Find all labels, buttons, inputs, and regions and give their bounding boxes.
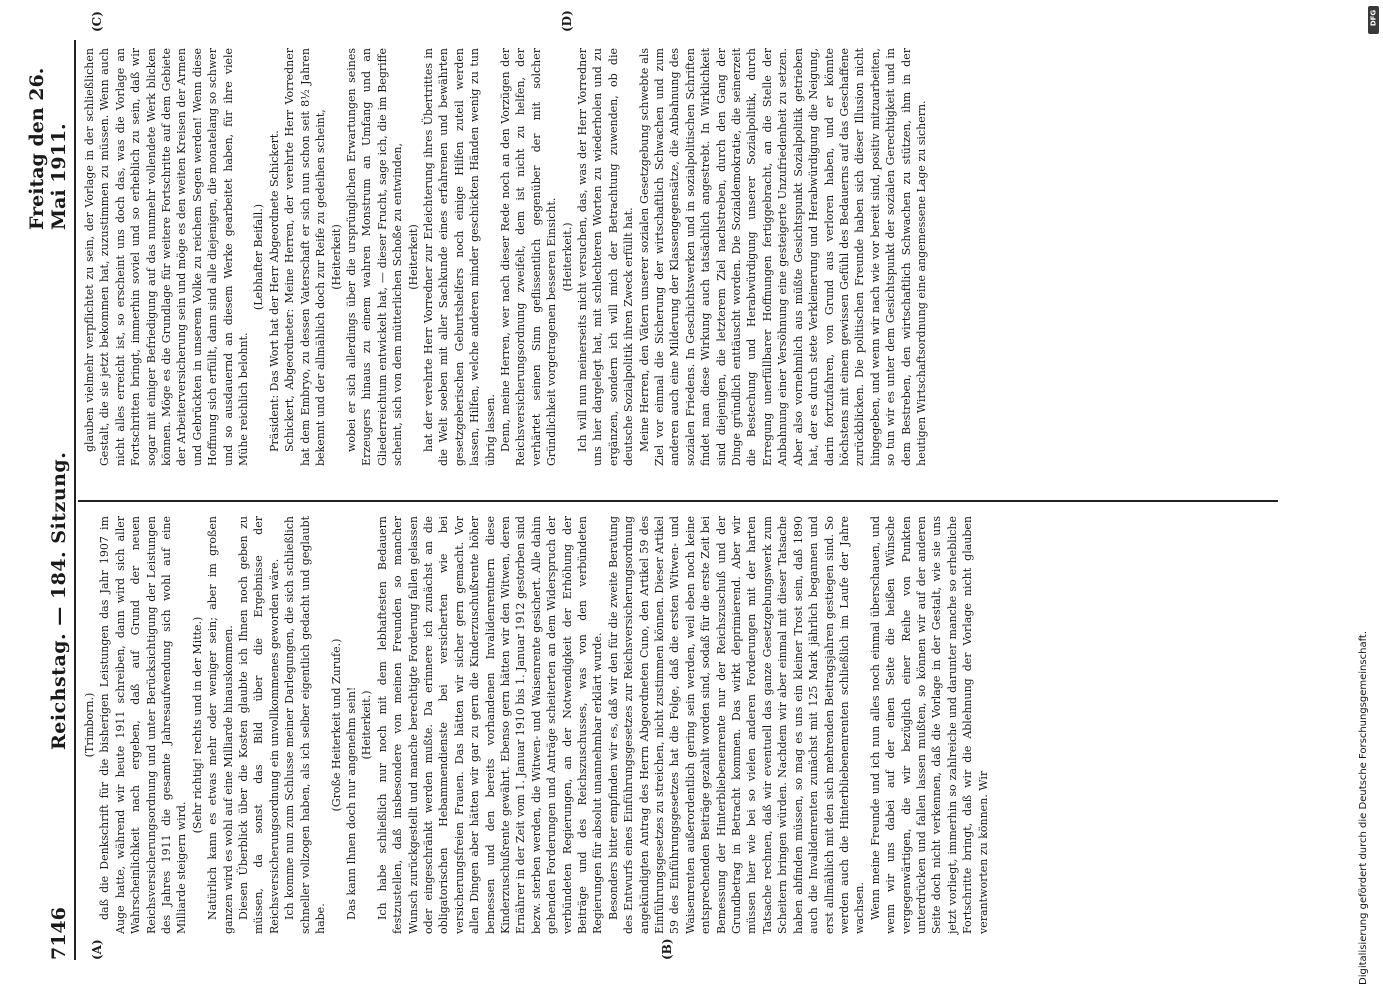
margin-marker-b: (B) bbox=[660, 938, 674, 960]
paragraph: Denn, meine Herren, wer nach dieser Rede noch an den Vorzügen der Reichsversicherungsordnung zweifelt, dem ist nicht zu helfen, der verhärtet seinen Sinn geflissentlich gegenüber der mit solcher Gründlichkeit vorgetragenen besseren Einsicht. bbox=[498, 48, 559, 466]
left-column bbox=[82, 516, 991, 934]
paragraph: Diesen Überblick über die Kosten glaubte ich Ihnen noch geben zu müssen, da sonst das Bild über die Ergebnisse der Reichsversicherungsordnung ein unvollkommenes geworden wäre. bbox=[237, 516, 281, 934]
paragraph: (Lebhafter Beifall.) bbox=[252, 203, 266, 311]
margin-marker-d: (D) bbox=[560, 10, 574, 32]
paragraph: glauben vielmehr verpflichtet zu sein, der Vorlage in der schließlichen Gestalt, die sie jetzt bekommen hat, zuzustimmen zu müssen. Wenn auch nicht alles erreicht ist, so erscheint uns doch das, was die Vorlage an Fortschritten bringt, immerhin soviel und so erheblich zu sein, daß wir sogar mit einiger Befriedigung auf das nunmehr vollendete Werk blicken können. Möge es die Grundlage für weitere Fortschritte auf dem Gebiete der Arbeiterversicherung sein und möge es den weiten Kreisen der Armen und Gebrückten in unserem Volke zu reichem Segen werden! Wenn diese Hoffnung sich erfüllt, dann sind alle diejenigen, die monatelang so schwer und so ausdauernd an diesem Werke gearbeitet haben, für ihre viele Mühe reichlich belohnt. bbox=[83, 48, 251, 466]
column-divider bbox=[78, 500, 1278, 502]
paragraph: Das kann Ihnen doch nur angenehm sein! bbox=[344, 686, 358, 920]
margin-marker-c: (C) bbox=[90, 11, 104, 32]
paragraph: Ich will nun meinerseits nicht versuchen, das, was der Herr Vorredner uns hier dargelegt hat, mit schlechteren Worten zu wiederholen und zu ergänzen, sondern ich will mich der Betrachtung zuwenden, ob die deutsche Sozialpolitik ihren Zweck erfüllt hat. bbox=[576, 48, 636, 466]
paragraph: (Trimborn.) bbox=[83, 692, 96, 758]
paragraph: Ich habe schließlich nur noch mit dem lebhaftesten Bedauern festzustellen, daß insbesondere von meinen Freunden so mancher Wunsch zurückgestellt und manche berechtigte Forderung fallen gelassen oder eingeschränkt werden mußte. Da erinnere ich zunächst an die obligatorischen Hebammendienste bei versicherten wie bei versicherungsfreien Frauen. Das hätten wir sicher gern gemacht. Vor allen Dingen aber hätten wir gar zu gern die Kinderzuschußrente höher bemessen und den bereits vorhandenen Invalidenrentnern diese Kinderzuschußrente gewährt. Ebenso gern hätten wir den Witwen, deren Ernährer in der Zeit vom 1. Januar 1910 bis 1. Januar 1912 gestorben sind bezw. sterben werden, die Witwen- und Waisenrente gesichert. Alle dahin gehenden Forderungen und Anträge scheiterten an dem Widerspruch der verbündeten Regierungen, an der Notwendigkeit der Erhöhung der Beiträge und des Reichszuschusses, was von den verbündeten Regierungen für absolut unannehmbar erklärt wurde. bbox=[375, 516, 605, 934]
paragraph: Wenn meine Freunde und ich nun alles noch einmal überschauen, und wenn wir uns dabei auf der einen Seite die heißen Wünsche vergegenwärtigen, die wir bezüglich einer Reihe von Punkten unterdrücken und fallen lassen mußten, so können wir auf der anderen Seite doch nicht verkennen, daß die Vorlage in der Gestalt, wie sie uns jetzt vorliegt, immerhin so zahlreiche und darunter manche so erhebliche Fortschritte bringt, daß wir die Ablehnung der Vorlage nicht glauben verantworten zu können. Wir bbox=[868, 516, 990, 934]
dfg-logo-text: DFG bbox=[1369, 9, 1378, 27]
page-header bbox=[26, 40, 76, 960]
paragraph: Präsident: Das Wort hat der Herr Abgeordnete Schickert. bbox=[267, 130, 281, 452]
paragraph: (Sehr richtig! rechts und in der Mitte.) bbox=[190, 616, 204, 834]
paragraph: hat der verehrte Herr Vorredner zur Erleichterung ihres Übertrittes in die Welt soeben mit aller Sachkunde eines erfahrenen und bewährten gesetzgeberischen Geburtshelfers noch einige Hilfen zuteil werden lassen, Hilfen, welche anderen minder geschickten Händen wenig zu tun übrig lassen. bbox=[421, 48, 497, 466]
right-column bbox=[82, 48, 929, 466]
paragraph: Ich komme nun zum Schlusse meiner Darlegungen, die sich schließlich schneller vollzogen haben, als ich selber eigentlich gedacht und geglaubt habe. bbox=[283, 516, 328, 934]
page-number: 7146 bbox=[48, 907, 70, 960]
paragraph: Meine Herren, den Vätern unserer sozialen Gesetzgebung schwebte als Ziel vor einmal die Sicherung der wirtschaftlich Schwachen und zum anderen auch eine Milderung der Klassengegensätze, die Anbahnung des sozialen Friedens. In Geschichtswerken und in sozialpolitischen Schriften findet man diese Wirkung auch tatsächlich angestrebt. In Wirklichkeit sind diejenigen, die letzterem Ziel nachstreben, durch den Gang der Dinge gründlich enttäuscht worden. Die Sozialdemokratie, die seinerzeit die Bestechung und Herabwürdigung unserer Sozialpolitik, durch Erregung unerfüllbarer Hoffnungen fertiggebracht, an die Stelle der Anbahnung einer Versöhnung eine gesteigerte Unzufriedenheit zu setzen. Aber also vornehmlich aus müßte Gesichtspunkt Sozialpolitik getrieben hat, der es durch stete Verkleinerung und Herabwürdigung die Neigung, darin fortzufahren, von Grund aus verloren haben, und er könnte höchstens mit einem gewissen Gefühl des Bedauerns auf das Geschaffene zurückblicken. Die politischen Freunde haben sich dieser Illusion nicht hingegeben, und wenn wir nach wie vor bereit sind, positiv mitzuarbeiten, so tun wir es unter dem Gesichtspunkt der sozialen Gerechtigkeit und in dem Bestreben, den wirtschaftlich Schwachen zu stützen, ihm in der heutigen Wirtschaftsordnung eine angemessene Lage zu sichern. bbox=[637, 48, 928, 466]
digitization-credit: Digitalisierung gefördert durch die Deutsche Forschungsgemeinschaft. bbox=[1358, 630, 1369, 985]
paragraph: Natürlich kann es etwas mehr oder weniger sein; aber im großen ganzen wird es wohl auf eine Milliarde hinauskommen. bbox=[206, 516, 235, 934]
paragraph: (Heiterkeit) bbox=[329, 224, 343, 290]
paragraph: (Heiterkeit.) bbox=[560, 222, 574, 292]
paragraph: (Heiterkeit.) bbox=[360, 690, 374, 760]
dfg-logo bbox=[1368, 6, 1379, 34]
margin-marker-a: (A) bbox=[90, 939, 104, 960]
paragraph: wobei er sich allerdings über die ursprünglichen Erwartungen seines Erzeugers hinaus zu einem wahren Monstrum an Umfang und an Gliederreichtum entwickelt hat, — dieser Frucht, sage ich, die im Begriffe scheint, sich von dem mütterlichen Schoße zu entwinden, bbox=[344, 48, 405, 466]
paragraph: (Große Heiterkeit und Zurufe.) bbox=[329, 638, 343, 812]
header-date: Freitag den 26. Mai 1911. bbox=[26, 67, 70, 230]
header-title: Reichstag. — 184. Sitzung. bbox=[48, 451, 70, 750]
paragraph: Schickert, Abgeordneter: Meine Herren, der verehrte Herr Vorredner hat dem Embryo, zu dessen Vaterschaft er sich nun schon seit 8½ Jahren bekennt und der allmählich doch zur Reife zu gedeihen scheint, bbox=[283, 48, 328, 466]
paragraph: Besonders bitter empfinden wir es, daß wir den für die zweite Beratung des Entwurfs eines Einführungsgesetzes zur Reichsversicherungsordnung angekündigten Antrag des Herrn Abgeordneten Cuno, den Artikel 59 des Einführungsgesetzes zu streichen, nicht zustimmen können. Dieser Artikel 59 des Einführungsgesetzes hat die Folge, daß die ersten Witwen- und Waisenrenten außerordentlich gering sein werden, weil eben noch keine entsprechenden Beiträge gezahlt worden sind, sodaß für die erste Zeit bei Bemessung der Hinterbliebenenrente nur der Reichszuschuß und der Grundbetrag in Betracht kommen. Das wirkt deprimierend. Aber wir müssen hier wie bei so vielen anderen Forderungen mit der harten Tatsache rechnen, daß wir eventuell das ganze Gesetzgebungswerk zum Scheitern bringen würden. Nachdem wir aber einmal mit dieser Tatsache haben abfinden müssen, so mag es uns ein kleiner Trost sein, daß 1890 auch die Invalidenrenten zunächst mit 125 Mark jährlich begannen und erst allmählich mit den sich mehrenden Beitragsjahren gestiegen sind. So werden auch die Hinterbliebenenrenten schließlich im Laufe der Jahre wachsen. bbox=[606, 516, 867, 934]
paragraph: daß die Denkschrift für die bisherigen Leistungen das Jahr 1907 im Auge hatte, während wir heute 1911 schreiben, dann wird sich aller Wahrscheinlichkeit nach ergeben, daß auf Grund der neuen Reichsversicherungsordnung und unter Berücksichtigung der Leistungen des Jahres 1911 die gesamte Jahresaufwendung sich wohl auf eine Milliarde steigern wird. bbox=[98, 516, 189, 934]
paragraph: (Heiterkeit) bbox=[406, 224, 420, 290]
